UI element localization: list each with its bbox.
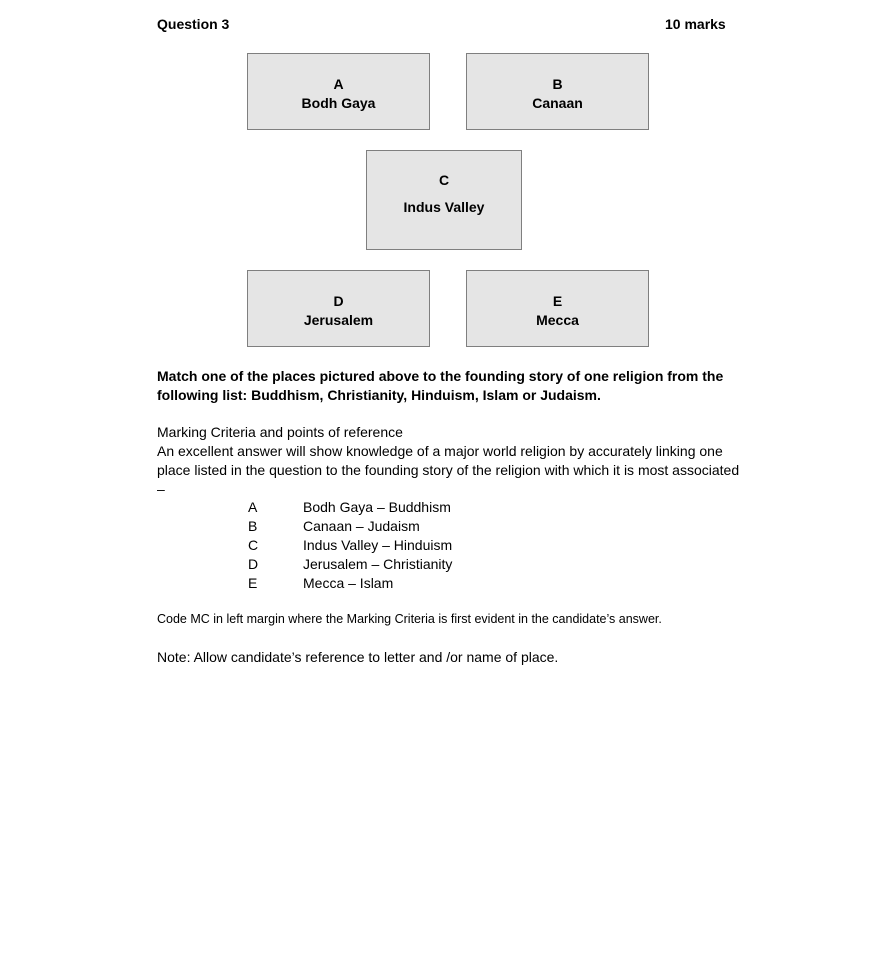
place-name: Mecca xyxy=(536,312,579,328)
answer-row xyxy=(248,555,452,574)
answer-row xyxy=(248,536,452,555)
marking-criteria xyxy=(157,423,747,499)
answer-letter: C xyxy=(248,537,259,553)
place-letter: D xyxy=(333,293,344,309)
place-box-a xyxy=(247,53,430,130)
answer-letter: E xyxy=(248,575,258,591)
final-note: Note: Allow candidate’s reference to letter and /or name of place. xyxy=(157,649,559,665)
criteria-body: An excellent answer will show knowledge of a major world religion by accurately linking one place listed in the question to the founding story of the religion with which it is most associated – xyxy=(157,443,740,497)
place-name: Indus Valley xyxy=(403,199,485,215)
answer-text: Canaan – Judaism xyxy=(303,518,420,534)
criteria-heading: Marking Criteria and points of reference xyxy=(157,424,403,440)
answer-letter: B xyxy=(248,518,258,534)
answer-text: Jerusalem – Christianity xyxy=(303,556,453,572)
place-letter: A xyxy=(333,76,344,92)
place-box-d xyxy=(247,270,430,347)
place-name: Jerusalem xyxy=(303,312,374,328)
code-note: Code MC in left margin where the Marking Criteria is first evident in the candidate’s answer. xyxy=(157,612,662,626)
answer-text: Bodh Gaya – Buddhism xyxy=(303,499,451,515)
answer-list xyxy=(248,498,452,593)
answer-text: Mecca – Islam xyxy=(303,575,394,591)
answer-letter: D xyxy=(248,556,259,572)
question-text: Match one of the places pictured above to the founding story of one religion from the following list: Buddhism, Christianity, Hinduism, Islam or Judaism. xyxy=(157,368,724,403)
place-box-b xyxy=(466,53,649,130)
place-letter: C xyxy=(438,172,450,188)
question-number: Question 3 xyxy=(157,16,230,32)
answer-row xyxy=(248,498,452,517)
place-box-c xyxy=(366,150,522,250)
place-box-e xyxy=(466,270,649,347)
marks-label: 10 marks xyxy=(665,16,726,32)
place-name: Canaan xyxy=(532,95,583,111)
place-name: Bodh Gaya xyxy=(301,95,376,111)
answer-row xyxy=(248,574,452,593)
place-letter: B xyxy=(552,76,563,92)
answer-row xyxy=(248,517,452,536)
answer-text: Indus Valley – Hinduism xyxy=(303,537,453,553)
place-letter: E xyxy=(552,293,563,309)
answer-letter: A xyxy=(248,499,258,515)
